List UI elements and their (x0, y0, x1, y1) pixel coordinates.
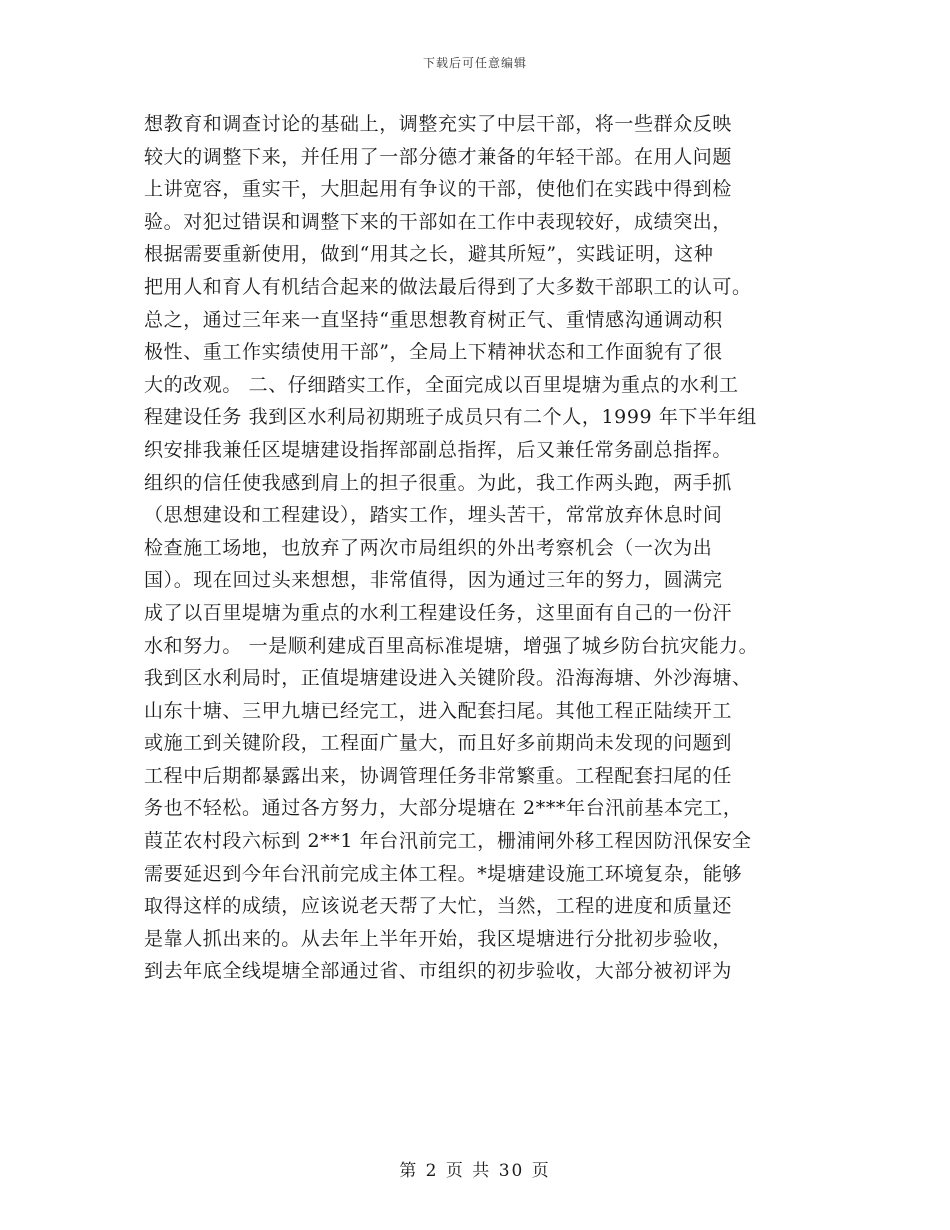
text-line: 成了以百里堤塘为重点的水利工程建设任务，这里面有自己的一份汗 (144, 601, 733, 624)
text-line: 根据需要重新使用，做到“用其之长，避其所短”，实践证明，这种 (144, 243, 714, 266)
text-line: 务也不轻松。通过各方努力，大部分堤塘在 2***年台汛前基本完工， (144, 797, 743, 820)
text-line: 山东十塘、三甲九塘已经完工，进入配套扫尾。其他工程正陆续开工 (144, 699, 733, 722)
text-line: 到去年底全线堤塘全部通过省、市组织的初步验收，大部分被初评为 (144, 960, 733, 983)
text-line: 想教育和调查讨论的基础上，调整充实了中层干部，将一些群众反映 (144, 113, 733, 135)
page-header: 下载后可任意编辑 (422, 56, 527, 70)
text-line: 把用人和育人有机结合起来的做法最后得到了大多数干部职工的认可。 (144, 275, 752, 298)
text-line: 葭芷农村段六标到 2**1 年台汛前完工，栅浦闸外移工程因防汛保安全 (144, 830, 752, 853)
text-line: 水和努力。 一是顺利建成百里高标准堤塘，增强了城乡防台抗灾能力。 (144, 634, 759, 657)
text-line: 取得这样的成绩，应该说老天帮了大忙，当然，工程的进度和质量还 (144, 895, 733, 918)
text-line: 程建设任务 我到区水利局初期班子成员只有二个人，1999 年下半年组 (144, 406, 757, 429)
text-line: 需要延迟到今年台汛前完成主体工程。*堤塘建设施工环境复杂，能够 (144, 862, 743, 885)
text-line: 大的改观。 二、仔细踏实工作，全面完成以百里堤塘为重点的水利工 (144, 373, 739, 396)
text-line: 工程中后期都暴露出来，协调管理任务非常繁重。工程配套扫尾的任 (144, 764, 733, 787)
text-line: 极性、重工作实绩使用干部”，全局上下精神状态和工作面貌有了很 (144, 341, 723, 364)
text-line: 检查施工场地，也放弃了两次市局组织的外出考察机会（一次为出 (144, 536, 713, 559)
text-line: 是靠人抓出来的。从去年上半年开始，我区堤塘进行分批初步验收， (144, 927, 733, 950)
text-line: 较大的调整下来，并任用了一部分德才兼备的年轻干部。在用人问题 (144, 145, 733, 168)
text-line: 织安排我兼任区堤塘建设指挥部副总指挥，后又兼任常务副总指挥。 (144, 438, 733, 461)
text-line: 或施工到关键阶段，工程面广量大，而且好多前期尚未发现的问题到 (144, 732, 733, 755)
text-line: 我到区水利局时，正值堤塘建设进入关键阶段。沿海海塘、外沙海塘、 (144, 667, 752, 690)
text-line: 组织的信任使我感到肩上的担子很重。为此，我工作两头跑，两手抓 (144, 471, 733, 494)
body-text (144, 108, 814, 988)
text-line: 上讲宽容，重实干，大胆起用有争议的干部，使他们在实践中得到检 (144, 178, 733, 201)
text-line: 验。对犯过错误和调整下来的干部如在工作中表现较好，成绩突出， (144, 210, 733, 233)
page-number-footer: 第 2 页 共 30 页 (399, 1161, 551, 1181)
text-line: （思想建设和工程建设），踏实工作，埋头苦干，常常放弃休息时间 (144, 504, 723, 527)
text-line: 国）。现在回过头来想想，非常值得，因为通过三年的努力，圆满完 (144, 569, 723, 592)
text-line: 总之，通过三年来一直坚持“重思想教育树正气、重情感沟通调动积 (144, 308, 723, 331)
